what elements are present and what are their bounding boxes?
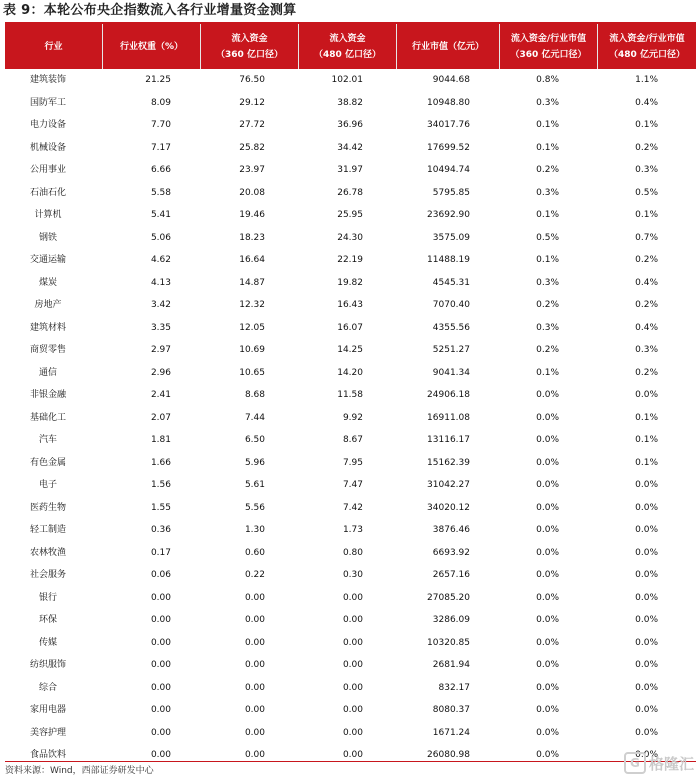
value-cell: 2.41	[150, 390, 171, 400]
value-cell: 0.00	[244, 592, 265, 603]
industry-cell: 轻工制造	[29, 525, 66, 535]
industry-cell: 食品饮料	[29, 750, 66, 760]
value-cell: 0.00	[150, 660, 171, 670]
industry-cell: 电力设备	[29, 120, 66, 130]
value-cell: 1.55	[150, 502, 171, 513]
value-cell: 1.73	[342, 525, 363, 535]
value-cell: 0.2%	[536, 165, 559, 175]
value-cell: 5.41	[150, 210, 171, 220]
value-cell: 7.47	[342, 480, 363, 490]
value-cell: 13116.17	[427, 435, 470, 445]
value-cell: 5.61	[244, 480, 265, 490]
table-row	[5, 497, 696, 520]
value-cell: 34020.12	[427, 502, 470, 513]
column-header	[397, 24, 500, 69]
value-cell: 25.82	[239, 142, 265, 153]
industry-cell: 房地产	[34, 300, 62, 310]
table-row	[5, 429, 696, 452]
table-row	[5, 317, 696, 340]
value-cell: 0.0%	[536, 570, 559, 580]
value-cell: 0.2%	[635, 367, 658, 378]
value-cell: 9.92	[342, 412, 363, 423]
table-row	[5, 384, 696, 407]
value-cell: 25.95	[337, 210, 363, 220]
industry-cell: 医药生物	[29, 502, 66, 513]
value-cell: 0.60	[244, 547, 265, 558]
table-row	[5, 632, 696, 655]
value-cell: 5.58	[150, 187, 171, 198]
value-cell: 76.50	[239, 75, 265, 85]
table-row	[5, 699, 696, 722]
column-header-line: 行业市值（亿元）	[411, 41, 484, 52]
value-cell: 0.0%	[635, 592, 658, 603]
value-cell: 0.1%	[635, 120, 658, 130]
value-cell: 5.56	[244, 502, 265, 513]
value-cell: 0.22	[244, 570, 265, 580]
value-cell: 0.2%	[536, 345, 559, 355]
value-cell: 0.2%	[536, 300, 559, 310]
value-cell: 0.3%	[635, 345, 658, 355]
value-cell: 0.2%	[635, 300, 658, 310]
value-cell: 6.50	[244, 435, 265, 445]
value-cell: 4.13	[150, 277, 171, 288]
industry-cell: 商贸零售	[29, 345, 66, 355]
table-row	[5, 137, 696, 160]
value-cell: 0.00	[244, 615, 265, 625]
value-cell: 0.1%	[635, 457, 658, 468]
value-cell: 2.07	[150, 412, 171, 423]
value-cell: 31.97	[337, 165, 363, 175]
value-cell: 0.7%	[635, 232, 658, 243]
value-cell: 0.00	[342, 705, 363, 715]
value-cell: 0.80	[342, 547, 363, 558]
value-cell: 0.0%	[536, 412, 559, 423]
value-cell: 0.0%	[635, 727, 658, 738]
value-cell: 1.66	[150, 457, 171, 468]
value-cell: 5.06	[150, 232, 171, 243]
value-cell: 10.65	[239, 367, 265, 378]
column-header-line: 流入资金/行业市值	[510, 33, 587, 44]
value-cell: 5.96	[244, 457, 265, 468]
value-cell: 0.1%	[635, 412, 658, 423]
value-cell: 27.72	[239, 120, 265, 130]
value-cell: 2.96	[150, 367, 171, 378]
value-cell: 8.09	[150, 97, 171, 108]
table-row	[5, 339, 696, 362]
column-header-line: （480 亿元口径）	[609, 49, 685, 60]
value-cell: 0.5%	[635, 187, 658, 198]
table-row	[5, 677, 696, 700]
column-header	[598, 24, 696, 69]
table-row	[5, 182, 696, 205]
value-cell: 0.3%	[536, 277, 559, 288]
value-cell: 0.0%	[635, 525, 658, 535]
industry-cell: 美容护理	[29, 727, 66, 738]
value-cell: 20.08	[239, 187, 265, 198]
value-cell: 1.30	[244, 525, 265, 535]
table-row	[5, 294, 696, 317]
table-row	[5, 564, 696, 587]
value-cell: 0.2%	[635, 255, 658, 265]
value-cell: 36.96	[337, 120, 363, 130]
value-cell: 0.2%	[635, 142, 658, 153]
value-cell: 0.0%	[635, 480, 658, 490]
table-row	[5, 587, 696, 610]
value-cell: 0.00	[244, 637, 265, 648]
column-header-line: 流入资金	[329, 33, 366, 44]
value-cell: 0.1%	[536, 120, 559, 130]
column-header-line: 流入资金	[231, 33, 268, 44]
value-cell: 7070.40	[432, 300, 470, 310]
column-header-line: 流入资金/行业市值	[609, 33, 685, 44]
column-header	[500, 24, 598, 69]
industry-cell: 非银金融	[29, 390, 66, 400]
value-cell: 0.17	[150, 547, 171, 558]
value-cell: 0.0%	[635, 502, 658, 513]
value-cell: 102.01	[331, 75, 363, 85]
value-cell: 0.0%	[536, 705, 559, 715]
value-cell: 9044.68	[432, 75, 470, 85]
value-cell: 3876.46	[432, 525, 470, 535]
industry-cell: 基础化工	[29, 412, 66, 423]
value-cell: 16.07	[337, 322, 363, 333]
value-cell: 0.00	[150, 750, 171, 760]
column-header-line: （360 亿口径）	[216, 49, 283, 60]
industry-cell: 建筑装饰	[29, 75, 66, 85]
value-cell: 0.00	[244, 660, 265, 670]
table-row	[5, 407, 696, 430]
table-row	[5, 474, 696, 497]
value-cell: 0.00	[342, 660, 363, 670]
value-cell: 0.0%	[635, 615, 658, 625]
value-cell: 0.8%	[536, 75, 559, 85]
industry-cell: 交通运输	[29, 255, 66, 265]
value-cell: 18.23	[239, 232, 265, 243]
value-cell: 0.0%	[635, 570, 658, 580]
table-row	[5, 227, 696, 250]
table-row	[5, 204, 696, 227]
value-cell: 0.5%	[536, 232, 559, 243]
value-cell: 27085.20	[427, 592, 470, 603]
value-cell: 0.0%	[536, 637, 559, 648]
value-cell: 0.00	[150, 682, 171, 693]
value-cell: 7.17	[150, 142, 171, 153]
value-cell: 29.12	[239, 97, 265, 108]
value-cell: 16.43	[337, 300, 363, 310]
value-cell: 0.4%	[635, 322, 658, 333]
value-cell: 16.64	[239, 255, 265, 265]
value-cell: 0.00	[150, 727, 171, 738]
value-cell: 14.87	[239, 277, 265, 288]
industry-cell: 计算机	[34, 210, 62, 220]
value-cell: 0.0%	[635, 547, 658, 558]
industry-cell: 社会服务	[29, 570, 66, 580]
value-cell: 3286.09	[432, 615, 470, 625]
value-cell: 0.1%	[536, 367, 559, 378]
value-cell: 0.3%	[536, 322, 559, 333]
column-header	[201, 24, 299, 69]
value-cell: 0.1%	[536, 255, 559, 265]
value-cell: 5251.27	[432, 345, 470, 355]
value-cell: 0.06	[150, 570, 171, 580]
value-cell: 24906.18	[427, 390, 470, 400]
value-cell: 0.0%	[635, 660, 658, 670]
value-cell: 0.0%	[536, 435, 559, 445]
value-cell: 0.00	[150, 615, 171, 625]
value-cell: 0.00	[150, 637, 171, 648]
industry-cell: 环保	[38, 615, 57, 625]
value-cell: 0.00	[342, 682, 363, 693]
value-cell: 2.97	[150, 345, 171, 355]
value-cell: 31042.27	[427, 480, 470, 490]
value-cell: 8.68	[244, 390, 265, 400]
value-cell: 24.30	[337, 232, 363, 243]
value-cell: 9041.34	[432, 367, 470, 378]
column-header-line: 行业权重（%）	[119, 41, 184, 52]
value-cell: 0.00	[244, 727, 265, 738]
industry-cell: 国防军工	[29, 97, 66, 108]
industry-cell: 机械设备	[29, 142, 66, 153]
value-cell: 0.00	[342, 592, 363, 603]
value-cell: 7.95	[342, 457, 363, 468]
table-row	[5, 362, 696, 385]
industry-cell: 公用事业	[29, 165, 66, 175]
value-cell: 0.0%	[536, 727, 559, 738]
value-cell: 8.67	[342, 435, 363, 445]
value-cell: 3575.09	[432, 232, 470, 243]
industry-cell: 银行	[38, 592, 57, 603]
value-cell: 0.0%	[536, 390, 559, 400]
value-cell: 6.66	[150, 165, 171, 175]
value-cell: 0.0%	[536, 592, 559, 603]
value-cell: 832.17	[438, 682, 470, 693]
industry-cell: 电子	[38, 480, 57, 490]
value-cell: 0.00	[150, 592, 171, 603]
value-cell: 19.46	[239, 210, 265, 220]
value-cell: 0.4%	[635, 277, 658, 288]
value-cell: 0.1%	[536, 142, 559, 153]
table-row	[5, 654, 696, 677]
data-table	[5, 22, 696, 767]
industry-cell: 农林牧渔	[29, 547, 66, 558]
value-cell: 0.0%	[536, 457, 559, 468]
value-cell: 0.3%	[536, 97, 559, 108]
value-cell: 17699.52	[427, 142, 470, 153]
value-cell: 19.82	[337, 277, 363, 288]
value-cell: 0.00	[244, 682, 265, 693]
table-row	[5, 272, 696, 295]
value-cell: 3.42	[150, 300, 171, 310]
table-row	[5, 542, 696, 565]
value-cell: 0.30	[342, 570, 363, 580]
value-cell: 34.42	[337, 142, 363, 153]
industry-cell: 钢铁	[38, 232, 57, 243]
column-header-line: （360 亿元口径）	[510, 49, 587, 60]
industry-cell: 建筑材料	[29, 322, 66, 333]
value-cell: 26.78	[337, 187, 363, 198]
industry-cell: 煤炭	[38, 277, 57, 288]
value-cell: 34017.76	[427, 120, 470, 130]
value-cell: 21.25	[145, 75, 171, 85]
value-cell: 0.00	[342, 750, 363, 760]
watermark	[624, 752, 694, 774]
value-cell: 7.44	[244, 412, 265, 423]
column-header	[103, 24, 201, 69]
value-cell: 0.36	[150, 525, 171, 535]
table-row	[5, 92, 696, 115]
industry-cell: 有色金属	[29, 457, 66, 468]
value-cell: 0.0%	[635, 390, 658, 400]
table-row	[5, 609, 696, 632]
value-cell: 1.56	[150, 480, 171, 490]
industry-cell: 通信	[38, 367, 57, 378]
value-cell: 16911.08	[427, 412, 470, 423]
table-row	[5, 159, 696, 182]
value-cell: 0.0%	[536, 750, 559, 760]
value-cell: 11488.19	[427, 255, 470, 265]
value-cell: 14.25	[337, 345, 363, 355]
table-row	[5, 519, 696, 542]
industry-cell: 传媒	[38, 637, 57, 648]
value-cell: 0.00	[150, 705, 171, 715]
value-cell: 1671.24	[432, 727, 470, 738]
table-row	[5, 249, 696, 272]
table-row	[5, 452, 696, 475]
industry-cell: 石油石化	[29, 187, 66, 198]
value-cell: 4545.31	[432, 277, 470, 288]
value-cell: 0.3%	[635, 165, 658, 175]
value-cell: 0.4%	[635, 97, 658, 108]
value-cell: 0.0%	[536, 682, 559, 693]
table-body	[5, 69, 696, 767]
value-cell: 0.0%	[536, 547, 559, 558]
column-header-line: （480 亿口径）	[314, 49, 381, 60]
value-cell: 1.1%	[635, 75, 658, 85]
value-cell: 0.0%	[635, 637, 658, 648]
value-cell: 4355.56	[432, 322, 470, 333]
value-cell: 0.00	[342, 637, 363, 648]
value-cell: 0.00	[244, 750, 265, 760]
table-row	[5, 722, 696, 745]
value-cell: 0.0%	[536, 525, 559, 535]
table-header	[5, 22, 696, 69]
value-cell: 0.0%	[536, 480, 559, 490]
value-cell: 38.82	[337, 97, 363, 108]
value-cell: 26080.98	[427, 750, 470, 760]
value-cell: 10320.85	[427, 637, 470, 648]
value-cell: 0.00	[342, 615, 363, 625]
value-cell: 2681.94	[432, 660, 470, 670]
value-cell: 5795.85	[432, 187, 470, 198]
value-cell: 0.0%	[536, 615, 559, 625]
value-cell: 7.70	[150, 120, 171, 130]
value-cell: 23.97	[239, 165, 265, 175]
value-cell: 22.19	[337, 255, 363, 265]
value-cell: 0.1%	[536, 210, 559, 220]
value-cell: 14.20	[337, 367, 363, 378]
value-cell: 12.05	[239, 322, 265, 333]
source-note: 资料来源：Wind，西部证券研发中心	[5, 766, 154, 776]
value-cell: 0.3%	[536, 187, 559, 198]
industry-cell: 汽车	[38, 435, 57, 445]
table-bottom-rule	[5, 761, 696, 762]
industry-cell: 家用电器	[29, 705, 66, 715]
value-cell: 2657.16	[432, 570, 470, 580]
watermark-logo-icon: G	[624, 752, 646, 774]
value-cell: 0.0%	[536, 660, 559, 670]
table-title: 表 9：本轮公布央企指数流入各行业增量资金测算	[3, 3, 297, 18]
value-cell: 12.32	[239, 300, 265, 310]
value-cell: 0.0%	[635, 750, 658, 760]
table-row	[5, 114, 696, 137]
value-cell: 3.35	[150, 322, 171, 333]
value-cell: 7.42	[342, 502, 363, 513]
value-cell: 0.0%	[635, 705, 658, 715]
column-header-line: 行业	[44, 41, 63, 52]
value-cell: 6693.92	[432, 547, 470, 558]
value-cell: 0.0%	[635, 682, 658, 693]
value-cell: 1.81	[150, 435, 171, 445]
value-cell: 0.00	[342, 727, 363, 738]
industry-cell: 纺织服饰	[29, 660, 66, 670]
value-cell: 15162.39	[427, 457, 470, 468]
value-cell: 0.00	[244, 705, 265, 715]
value-cell: 10494.74	[427, 165, 470, 175]
table-row	[5, 69, 696, 92]
value-cell: 0.1%	[635, 210, 658, 220]
column-header	[5, 24, 103, 69]
industry-cell: 综合	[38, 682, 57, 693]
value-cell: 0.1%	[635, 435, 658, 445]
value-cell: 8080.37	[432, 705, 470, 715]
value-cell: 10948.80	[427, 97, 470, 108]
value-cell: 4.62	[150, 255, 171, 265]
value-cell: 0.0%	[536, 502, 559, 513]
watermark-text: 格隆汇	[648, 754, 694, 773]
column-header	[299, 24, 397, 69]
value-cell: 11.58	[337, 390, 363, 400]
value-cell: 23692.90	[427, 210, 470, 220]
value-cell: 10.69	[239, 345, 265, 355]
